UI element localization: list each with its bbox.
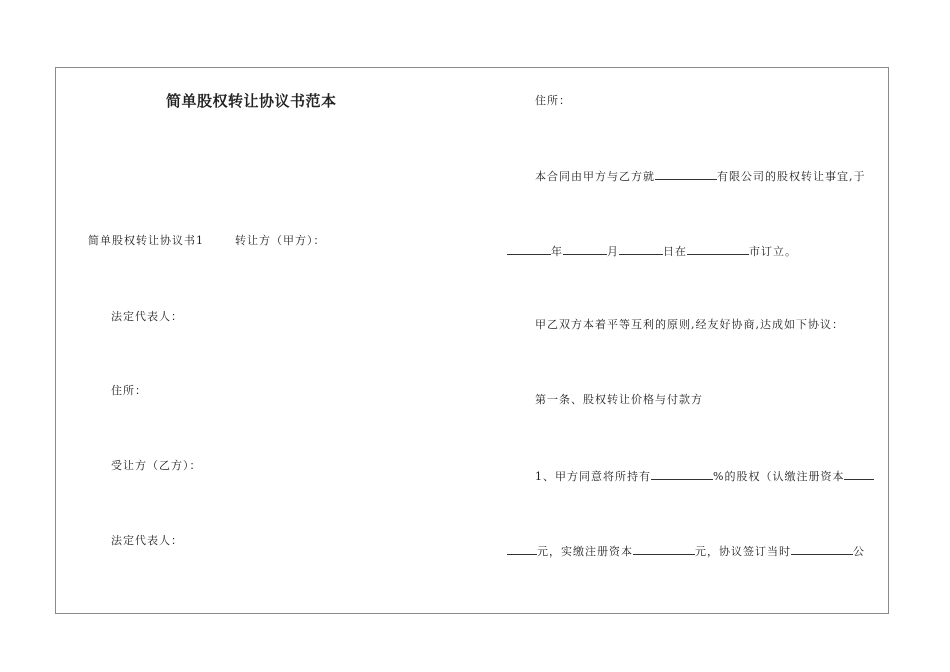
clause-text: 元，实缴注册资本 — [537, 545, 633, 558]
subscribed-capital-blank — [844, 468, 874, 480]
month-label: 月 — [607, 245, 619, 258]
paid-capital-blank — [633, 543, 695, 555]
clause-text: 公 — [853, 545, 865, 558]
share-percent-blank — [651, 468, 713, 480]
company-name-blank — [655, 168, 717, 180]
clause-text: %的股权（认缴注册资本 — [713, 470, 845, 483]
clause-1-line-2 — [507, 543, 865, 559]
legal-representative-label: 法定代表人： — [111, 310, 183, 323]
address-label-2: 住所： — [535, 94, 571, 107]
city-blank — [687, 243, 749, 255]
subscribed-capital-blank-cont — [507, 543, 537, 555]
legal-representative-label-2: 法定代表人： — [111, 534, 183, 547]
transferee-label: 受让方（乙方）： — [111, 459, 202, 472]
month-blank — [563, 243, 607, 255]
article-1-heading: 第一条、股权转让价格与付款方 — [535, 393, 703, 406]
doc-subheading: 简单股权转让协议书1 — [88, 234, 204, 247]
contract-paragraph-2: 甲乙双方本着平等互利的原则,经友好协商,达成如下协议： — [535, 318, 844, 331]
clause-text: 元，协议签订当时 — [695, 545, 791, 558]
transferor-label: 转让方（甲方）： — [235, 234, 326, 247]
contract-paragraph-1 — [535, 168, 866, 184]
document-title: 简单股权转让协议书范本 — [166, 92, 337, 110]
clause-text: 1、甲方同意将所持有 — [535, 470, 651, 483]
city-label: 市订立。 — [749, 245, 797, 258]
contract-date-line — [507, 243, 797, 259]
year-label: 年 — [551, 245, 563, 258]
address-label: 住所： — [111, 384, 147, 397]
contract-text: 有限公司的股权转让事宜,于 — [717, 170, 866, 183]
day-label: 日在 — [663, 245, 687, 258]
year-blank — [507, 243, 551, 255]
day-blank — [619, 243, 663, 255]
signing-time-blank — [791, 543, 853, 555]
contract-text: 本合同由甲方与乙方就 — [535, 170, 655, 183]
document-page — [55, 67, 889, 614]
clause-1-line-1 — [535, 468, 874, 484]
